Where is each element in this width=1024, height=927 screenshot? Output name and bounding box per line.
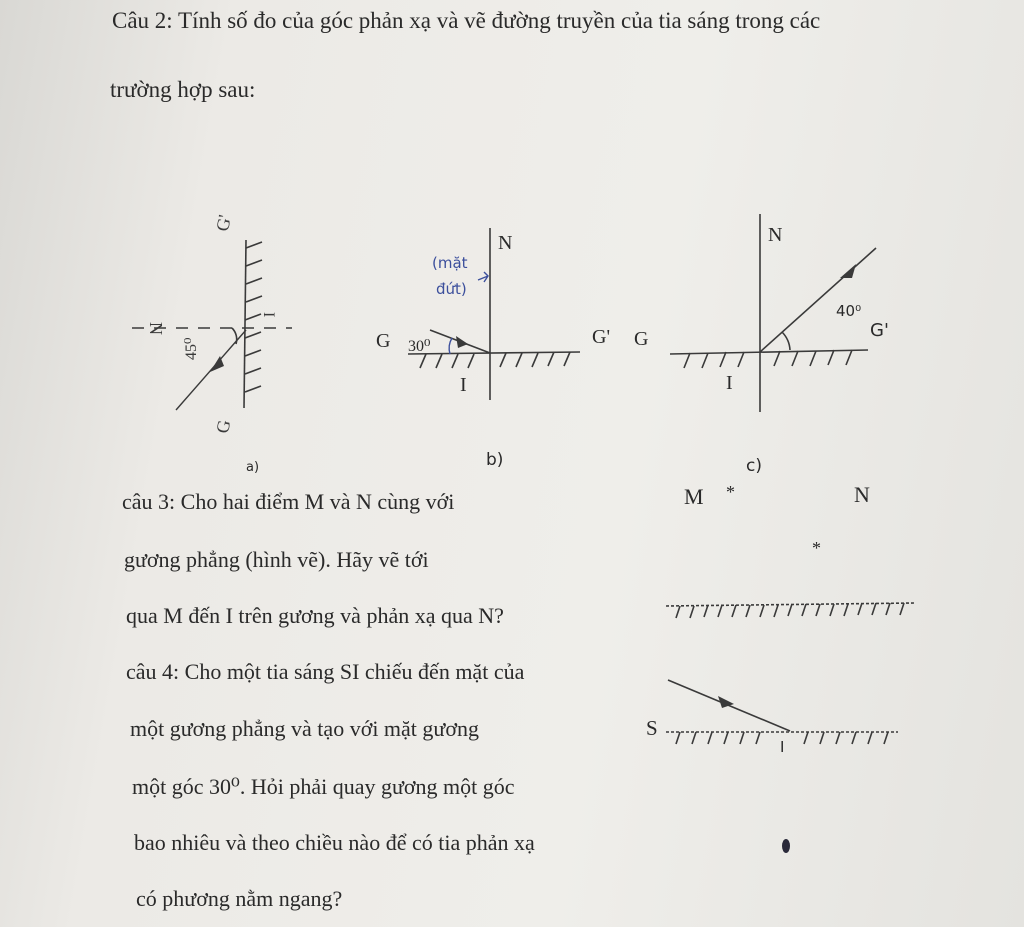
q3-mirror-line [666,603,914,606]
q3-mirror-hatch [676,603,904,618]
fig-c-normal-label: N [768,224,783,246]
fig-b-left-label: G [376,330,391,352]
question4-line4: bao nhiêu và theo chiều nào để có tia phản xạ [134,830,535,855]
fig-b-note-arrow [478,272,488,282]
question4-line5: có phương nằm ngang? [136,886,343,911]
q4-angle-value: 30⁰ [209,774,240,799]
fig-b-angle-label: 30⁰ [408,338,431,355]
fig-c-right-label: G' [870,320,889,341]
q3-star-n: * [812,538,821,558]
question3-line3: qua M đến I trên gương và phản xạ qua N? [126,603,504,628]
fig-a-mirror-hatch [245,242,262,392]
fig-c-angle-arc [782,332,790,350]
fig-b-normal-label: N [498,232,513,254]
question2-line2: trường hợp sau: [110,77,256,102]
question3-line1: câu 3: Cho hai điểm M và N cùng với [122,489,455,514]
fig-c-point-label: I [726,372,733,394]
fig-a-angle-label: 45⁰ [183,337,200,360]
figure-a [132,213,292,434]
q4-figure [666,680,898,744]
fig-b-mirror-hatch [420,352,570,368]
fig-a-caption: a) [246,460,260,475]
figure-b [408,228,580,400]
fig-c-ray [760,248,876,352]
fig-c-angle-label: 40⁰ [836,302,862,320]
fig-a-angle-arc [232,328,237,344]
fig-a-mirror-top-label: G' [212,213,235,233]
fig-a-point-label: I [260,312,277,318]
fig-c-mirror [670,350,868,354]
fig-b-caption: b) [486,450,504,470]
fig-b-note-line2: đứt) [436,280,467,298]
fig-c-left-label: G [634,328,649,350]
fig-a-normal-label: N [146,322,166,335]
question4-line3: một góc 30⁰. Hỏi phải quay gương một góc [132,774,515,799]
ink-dot [782,839,790,853]
q4-point-i: I [780,738,785,756]
fig-c-arrow [840,264,856,278]
fig-b-note-line1: (mặt [432,254,468,272]
q3-point-n: N [854,482,870,507]
q3-point-m: M [684,484,704,509]
q3-mirror [666,603,914,618]
question4-line2: một gương phẳng và tạo với mặt gương [130,716,479,741]
fig-b-right-label: G' [592,326,611,348]
fig-c-caption: c) [746,456,762,476]
q4-point-s: S [646,716,658,740]
fig-b-point-label: I [460,374,467,396]
fig-b-arrow [456,336,468,348]
q3-star-m: * [726,482,735,502]
fig-a-mirror-bottom-label: G [212,418,235,435]
question3-line2: gương phẳng (hình vẽ). Hãy vẽ tới [124,547,429,572]
fig-a-mirror [244,240,246,408]
fig-b-angle-arc [449,338,452,354]
question4-line1: câu 4: Cho một tia sáng SI chiếu đến mặt của [126,659,525,684]
question2-line1: Câu 2: Tính số đo của góc phản xạ và vẽ đường truyền của tia sáng trong các [112,8,821,33]
